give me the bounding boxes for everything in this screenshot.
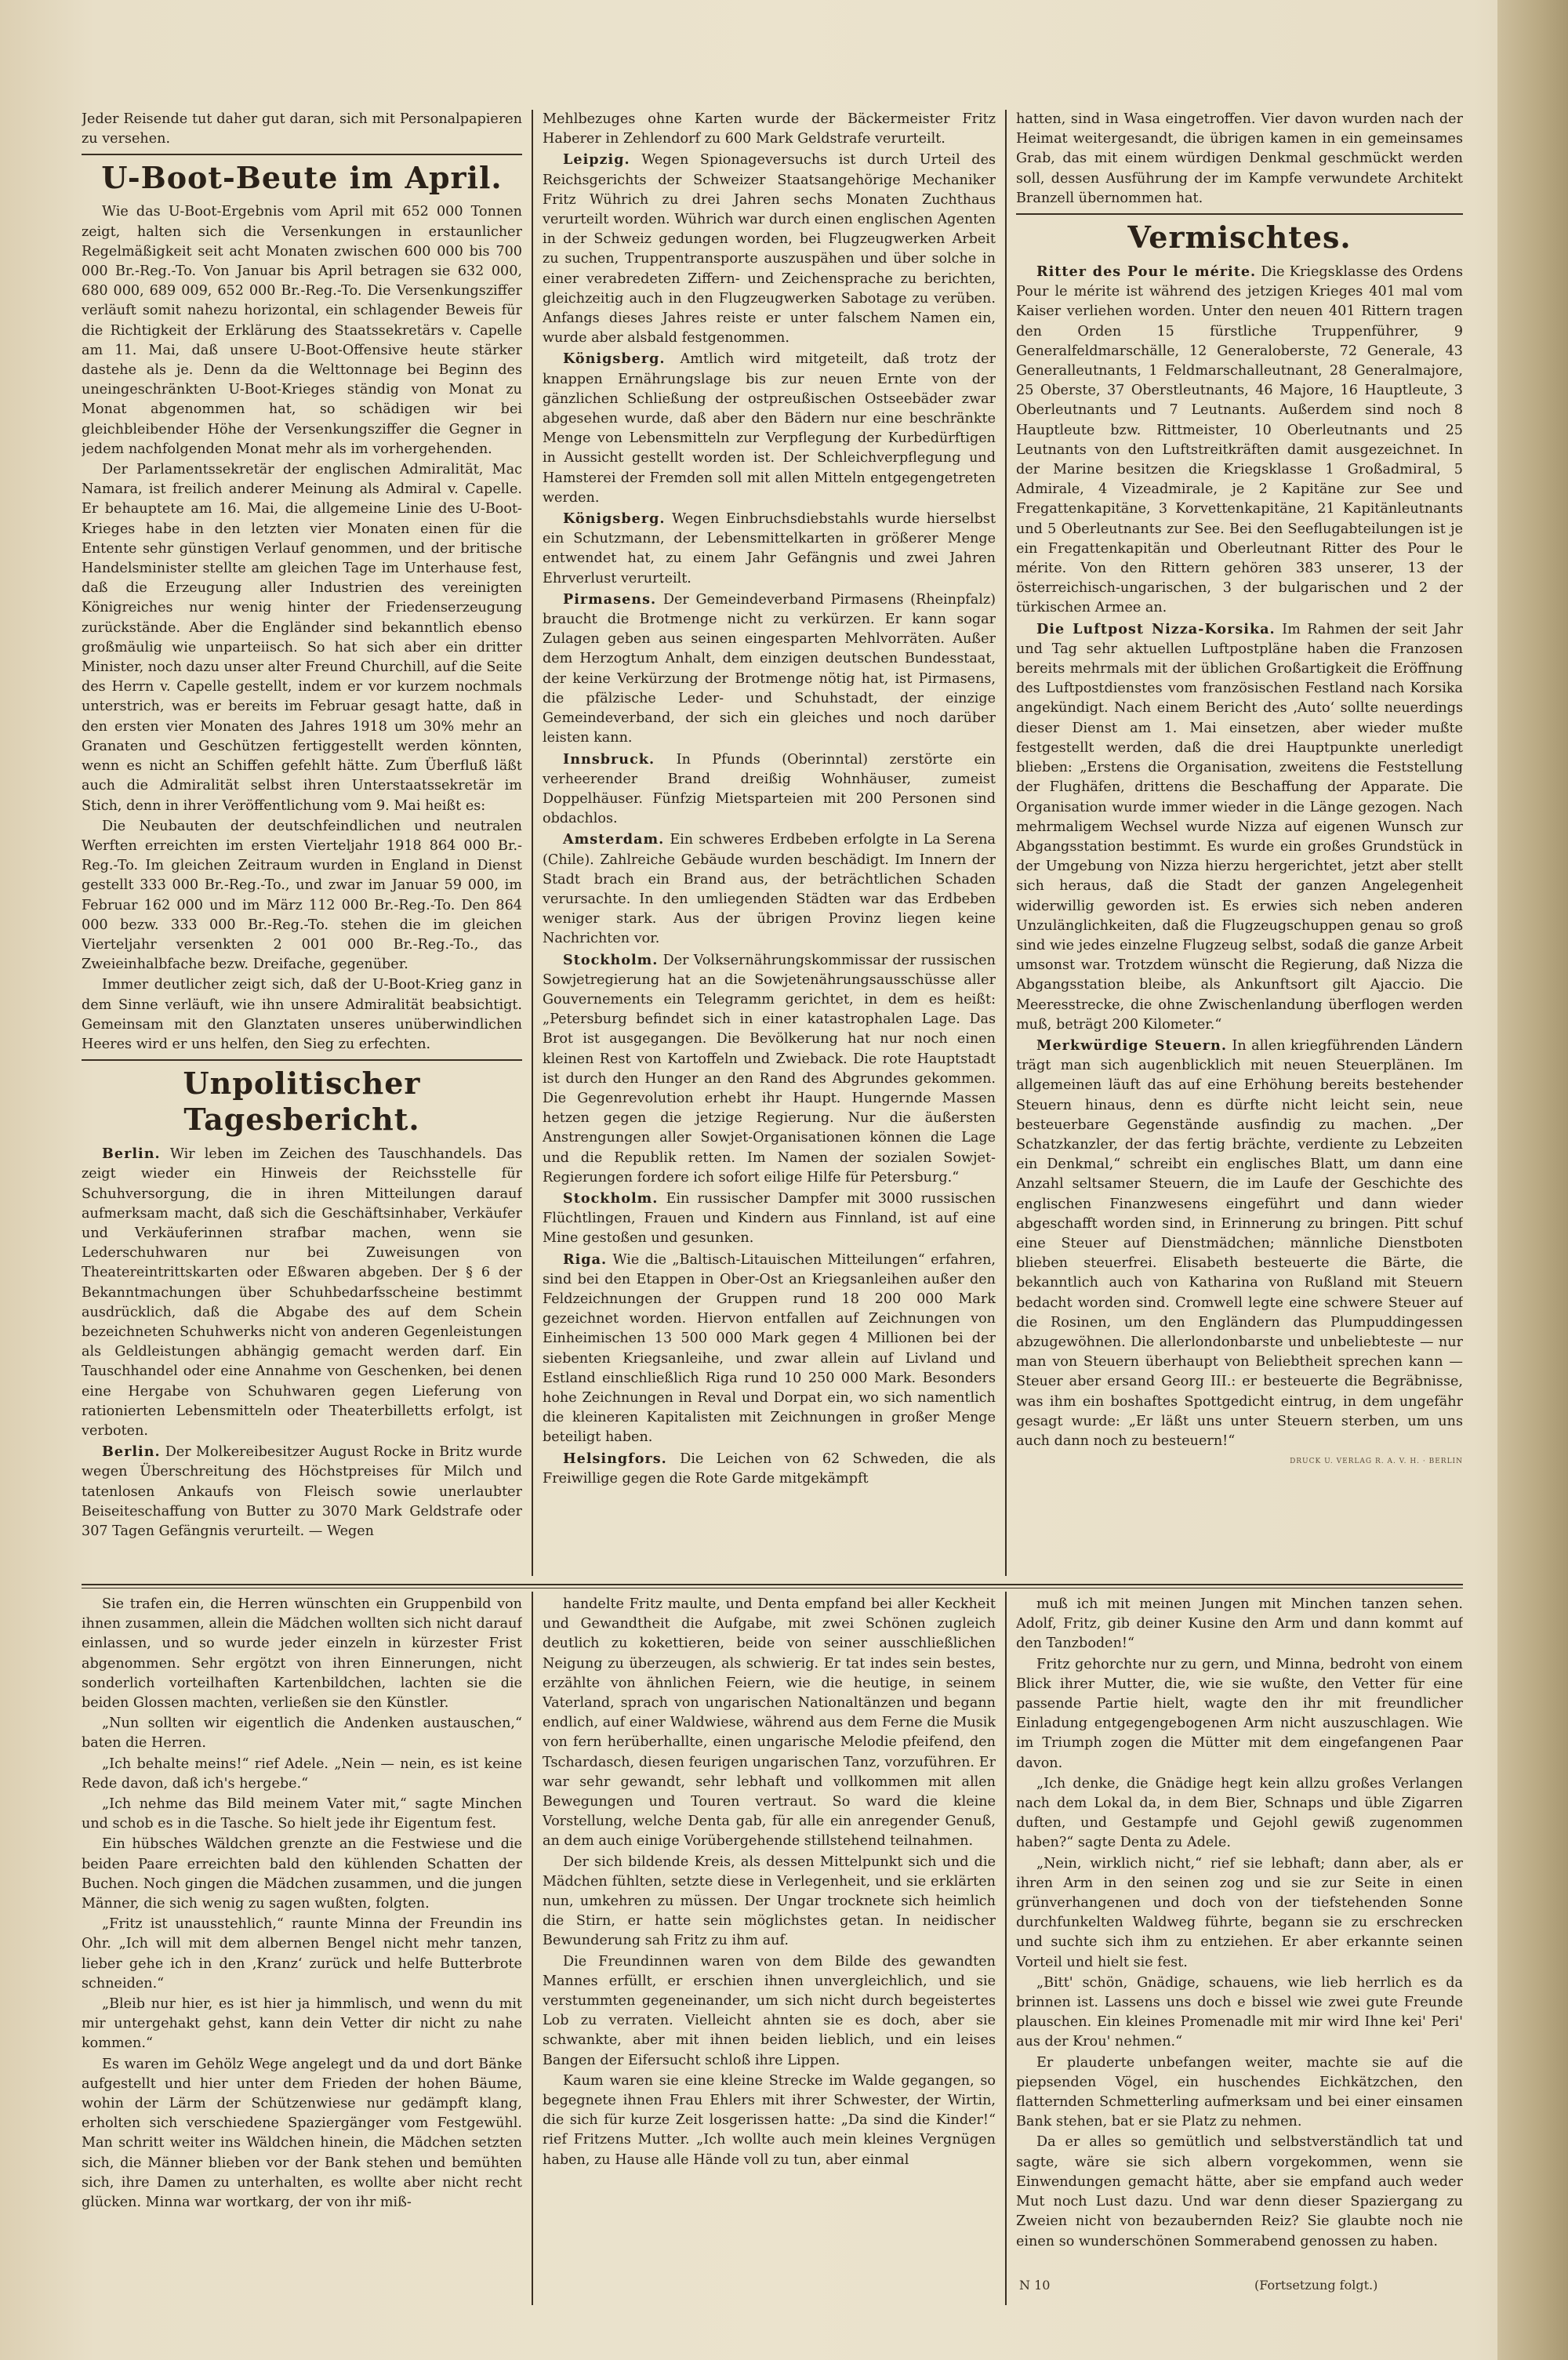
dateline: Königsberg. [563,350,666,368]
news-text: In allen kriegführenden Ländern trägt man sich augenblicklich mit neuen Steuerplänen. Im allgemeinen läuft das auf eine Erhöhung bereits bestehender Steuern hinaus, denn es dürfte nicht leicht sein, neue besteuerbare Gegenstände ausfindig zu machen. „Der Schatzkanzler, der das fertig brächte, verdiente zu Lebzeiten ein Denkmal,“ schreibt ein englisches Blatt, um dann eine Anzahl seltsamer Steuern, die im Laufe der Geschichte des englischen Finanzwesens eingeführt und dann wieder abgeschafft worden sind, in Erinnerung zu bringen. Pitt schuf eine Steuer auf Dienstmädchen; männliche Dienstboten blieben steuerfrei. Elisabeth besteuerte die Bärte, die bekanntlich auch von Katharina von Rußland mit Steuern bedacht worden sind. Cromwell legte eine schwere Steuer auf die Rosinen, um den Engländern das Plumpuddingessen abzugewöhnen. Die allerlondonbarste und unbeliebteste — nur man von Steuern überhaupt von Beliebtheit sprechen kann — Steuer aber ersand Georg III.: er besteuerte die Begräbnisse, was ihm ein boshaftes Spottgedicht eintrug, in dem ungefähr gesagt wurde: „Er läßt uns unter Steuern sterben, um uns auch dann noch zu besteuern!“ [1016,1037,1463,1449]
news-text: Im Rahmen der seit Jahr und Tag sehr aktuellen Luftpostpläne haben die Franzosen bereits mehrmals mit der üblichen Großartigkeit die Eröffnung des Luftpostdienstes vom französischen Festland nach Korsika angekündigt. Nach einem Bericht des ‚Auto‘ sollte neuerdings dieser Dienst am 1. Mai einsetzen, aber wieder mußte festgestellt werden, daß die drei Hauptpunkte unerledigt blieben: „Erstens die Organisation, zweitens die Feststellung der Flughäfen, drittens die Beschaffung der Apparate. Die Organisation wurde immer wieder in die Länge gezogen. Nach mehrmaligem Wechsel wurde Nizza auf eigenen Wunsch zur Abgangsstation bestimmt. Es wurde ein großes Grundstück in der Umgebung von Nizza hierzu hergerichtet, jetzt aber stellt sich heraus, daß die Stadt der ganzen Angelegenheit widerwillig geworden ist. Es erwies sich neben anderen Unzulänglichkeiten, daß die Flugzeugschuppen genau so groß sind wie jedes einzelne Flugzeug selbst, sodaß die ganze Arbeit umsonst war. Trotzdem wünscht die Regierung, daß Nizza die Abgangsstation bleibe, als Ankunftsort gilt Ajaccio. Die Meeresstrecke, die ohne Zwischenlandung überflogen werden muß, beträgt 200 Kilometer.“ [1016,621,1463,1033]
heading-uboot: U-Boot-Beute im April. [101,160,503,196]
dateline: Die Luftpost Nizza-Korsika. [1036,620,1276,637]
page-binding-edge [1497,0,1568,2360]
news-item [82,1442,522,1541]
news-item [543,950,996,1188]
news-item [543,1449,996,1489]
news-text: Mehlbezuges ohne Karten wurde der Bäckermeister Fritz Haberer in Zehlendorf zu 600 Mark Geldstrafe verurteilt. [543,111,996,147]
paragraph: „Bleib nur hier, es ist hier ja himmlisch, und wenn du mit mir untergehakt gehst, kann dein Vetter dir nicht zu nahe kommen.“ [82,1996,522,2052]
column-rule [532,1592,533,2305]
divider [1016,213,1463,215]
feuilleton-column-1 [82,1595,522,2293]
divider [82,154,522,155]
paragraph: Immer deutlicher zeigt sich, daß der U-Boot-Krieg ganz in dem Sinne verläuft, wie ihn unsere Admiralität beabsichtigt. Gemeinsam mit den Glanztaten unseres unüberwindlichen Heeres wird er uns helfen, den Sieg zu erfechten. [82,977,522,1052]
news-item [543,150,996,348]
news-item [543,830,996,949]
paragraph: Kaum waren sie eine kleine Strecke im Walde gegangen, so begegnete ihnen Frau Ehlers mit ihrer Schwester, der Wirtin, die sich für kurze Zeit losgerissen hatte: „Da sind die Kinder!“ rief Fritzens Mutter. „Ich wollte auch mein kleines Vergnügen haben, zu Hause alle Hände voll zu tun, aber einmal [543,2072,996,2168]
footer-continued: (Fortsetzung folgt.) [1254,2278,1378,2293]
news-text: Die Leichen von 62 Schweden, die als Freiwillige gegen die Rote Garde mitgekämpft [543,1450,996,1487]
paragraph: Sie trafen ein, die Herren wünschten ein Gruppenbild von ihnen zusammen, allein die Mädchen wollten sich nicht darauf einlassen, und so wurde jeder einzeln in kürzester Frist abgenommen. Sehr ergötzt von ihren Einnerungen, nicht sonderlich vorteilhaften Kartenbildchen, lachten sie die beiden Glossen machten, verließen sie den Künstler. [82,1596,522,1712]
news-item [543,1189,996,1249]
column-rule [1005,110,1007,1576]
paragraph: Die Neubauten der deutschfeindlichen und neutralen Werften erreichten im ersten Vierteljahr 1918 864 000 Br.-Reg.-To. Im gleichen Zeitraum wurden in England in Dienst gestellt 333 000 Br.-Reg.-To., und zwar im Januar 59 000, im Februar 162 000 und im März 112 000 Br.-Reg.-To. Den 864 000 bezw. 333 000 Br.-Reg.-To. stehen die im gleichen Vierteljahr versenkten 2 001 000 Br.-Reg.-To., das Zweieinhalbfache bezw. Dreifache, gegenüber. [82,818,522,973]
paragraph: „Ich nehme das Bild meinem Vater mit,“ sagte Minchen und schob es in die Tasche. So hielt jede ihr Eigentum fest. [82,1796,522,1832]
news-text: Wegen Spionageversuchs ist durch Urteil des Reichsgerichts der Schweizer Staatsangehörige Mechaniker Fritz Wührich zu drei Jahren sechs Monaten Zuchthaus verurteilt worden. Wührich war durch einen englischen Agenten in der Schweiz gedungen worden, bei Flugzeugwerken Arbeit zu suchen, Truppentransporte auszuspähen und über solche in einer verabredeten Ziffern- und Zeichensprache zu berichten, gleichzeitig auch in den Flugzeugwerken Sabotage zu verüben. Anfangs dieses Jahres reiste er unter falschem Namen ein, wurde aber alsbald festgenommen. [543,152,996,347]
paragraph: „Fritz ist unausstehlich,“ raunte Minna der Freundin ins Ohr. „Ich will mit dem albernen Bengel nicht mehr tanzen, lieber gehe ich in den ‚Kranz‘ zurück und helfe Butterbrote schneiden.“ [82,1916,522,1991]
paragraph: „Ich denke, die Gnädige hegt kein allzu großes Verlangen nach dem Lokal da, in dem Bier, Schnaps und üble Zigarren duften, und Gestampfe und Gejohl gewiß zugenommen haben?“ sagte Denta zu Adele. [1016,1775,1463,1851]
heading-vermischtes: Vermischtes. [1127,220,1352,256]
dateline: Pirmasens. [563,590,657,608]
news-item [1016,262,1463,619]
imprint-line: DRUCK U. VERLAG R. A. V. H. · BERLIN [1290,1458,1463,1466]
news-item [1016,619,1463,1035]
paragraph: Er plauderte unbefangen weiter, machte sie auf die piepsenden Vögel, ein huschendes Eichkätzchen, den flatternden Schmetterling aufmerksam und bei einer einsamen Bank stehen, bat er sie Platz zu nehmen. [1016,2054,1463,2130]
column-3 [1016,110,1463,1576]
paragraph: „Nun sollten wir eigentlich die Andenken austauschen,“ baten die Herren. [82,1716,522,1752]
dateline: Merkwürdige Steuern. [1036,1037,1227,1054]
news-text: Wegen Einbruchsdiebstahls wurde hierselbst ein Schutzmann, der Lebensmittelkarten in größerer Menge entwendet hat, zu einem Jahr Gefängnis und zwei Jahren Ehrverlust verurteilt. [543,511,996,586]
divider [82,1059,522,1061]
dateline: Berlin. [102,1443,161,1461]
news-text: Ein schweres Erdbeben erfolgte in La Serena (Chile). Zahlreiche Gebäude wurden beschädigt. Im Innern der Stadt brach ein Brand aus, der beträchtlichen Schaden verursachte. In den umliegenden Städten war das Erdbeben weniger stark. Aus der übrigen Provinz liegen keine Nachrichten vor. [543,832,996,947]
paragraph: Da er alles so gemütlich und selbstverständlich tat und sagte, wäre sie sich albern vorgekommen, wenn sie Einwendungen gemacht hätte, aber sie empfand auch weder Mut noch Lust dazu. Und war denn dieser Spaziergang zu Zweien nicht von bezaubernden Reiz? Sie glaubte noch nie einen so wunderschönen Sommerabend genossen zu haben. [1016,2134,1463,2249]
news-item [543,1250,996,1448]
news-item [1016,1036,1463,1451]
paragraph: Der Parlamentssekretär der englischen Admiralität, Mac Namara, ist freilich anderer Meinung als Admiral v. Capelle. Er behauptete am 16. Mai, die allgemeine Linie des U-Boot-Krieges habe in den letzten vier Monaten einen für die Entente sehr günstigen Verlauf genommen, und der britische Handelsminister stellte am gleichen Tage im Unterhause fest, daß die Erzeugung aller Industrien des vereinigten Königreiches nur wenig hinter der Friedenserzeugung zurückstände. Aber die Engländer sind bekanntlich ebenso großmäulig wie unparteiisch. So hat sich aber ein dritter Minister, noch dazu unser alter Freund Churchill, auf die Seite des Herrn v. Capelle gestellt, indem er vor kurzem nochmals unterstrich, was er bereits im Februar gesagt hatte, daß in den ersten vier Monaten des Jahres 1918 um 30% mehr an Granaten und Geschützen fertiggestellt werden könnten, wenn es nicht an Schiffen gefehlt hätte. Zum Überfluß läßt auch die Admiralität selbst ihren Unterstaatssekretär im Stich, denn in ihrer Veröffentlichung vom 9. Mai heißt es: [82,462,522,814]
news-item [543,110,996,149]
dateline: Riga. [563,1251,608,1268]
dateline: Innsbruck. [563,750,655,768]
paragraph: „Ich behalte meins!“ rief Adele. „Nein — nein, es ist keine Rede davon, daß ich's hergebe.“ [82,1755,522,1792]
paragraph: „Nein, wirklich nicht,“ rief sie lebhaft; dann aber, als er ihren Arm in den seinen zog und sie zur Seite in einen grünverhangenen und doch von der tiefstehenden Sonne durchfunkelten Waldweg führte, begann sie zu erschrecken und suchte sich ihm zu entziehen. Er aber erkannte seinen Vorteil und hielt sie fest. [1016,1855,1463,1970]
dateline: Helsingfors. [563,1450,667,1467]
news-text: Ein russischer Dampfer mit 3000 russischen Flüchtlingen, Frauen und Kindern aus Finnland, ist auf eine Mine gestoßen und gesunken. [543,1190,996,1247]
paragraph: handelte Fritz maulte, und Denta empfand bei aller Keckheit und Gewandtheit die Aufgabe, mit zwei Schönen zugleich deutlich zu kokettieren, beide von seiner ausschließlichen Neigung zu überzeugen, als schwierig. Er tat indes sein bestes, erzählte von ähnlichen Feiern, wie die heutige, in seinem Vaterland, sprach von ungarischen Nationaltänzen und begann endlich, auf einer Waldwiese, während aus dem Ferne die Musik von fern herüberhallte, einen ungarische Melodie pfeifend, den Tschardasch, diesen feurigen ungarischen Tanz, vorzuführen. Er war sehr gewandt, sehr lebhaft und vollkommen mit allen Bewegungen und Touren vertraut. So ward die kleine Vorstellung, welche Denta gab, für alle ein anregender Genuß, an dem auch einige Vorübergehende stillstehend teilnahmen. [543,1596,996,1850]
news-item [543,750,996,830]
heading-tagesbericht: Unpolitischer Tagesbericht. [183,1066,421,1138]
feuilleton-column-2 [543,1595,996,2293]
paragraph: muß ich mit meinen Jungen mit Minchen tanzen sehen. Adolf, Fritz, gib deiner Kusine den Arm und dann kommt auf den Tanzboden!“ [1016,1596,1463,1652]
news-text: Der Volksernährungskommissar der russischen Sowjetregierung hat an die Sowjetenährungsausschüsse aller Gouvernements ein Telegramm gerichtet, in dem es heißt: „Petersburg befindet sich in einer katastrophalen Lage. Das Brot ist ausgegangen. Die Bevölkerung hat nur noch einen kleinen Rest von Kartoffeln und Zwieback. Die rote Hauptstadt ist durch den Hunger an den Rand des Abgrundes gekommen. Die Gegenrevolution erhebt ihr Haupt. Hungernde Massen hetzen gegen die jetzige Regierung. Nur die äußersten Anstrengungen aller Sowjet-Organisationen können die Lage und die Republik retten. Im Namen der sozialen Sowjet-Regierungen fordere ich sofort eilige Hilfe für Petersburg.“ [543,952,996,1185]
paragraph: Ein hübsches Wäldchen grenzte an die Festwiese und die beiden Paare erreichten bald den kühlenden Schatten der Buchen. Noch gingen die Mädchen zusammen, und die jungen Männer, die sich wenig zu sagen wußten, folgten. [82,1836,522,1912]
intro-text: Jeder Reisende tut daher gut daran, sich mit Personalpapieren zu versehen. [82,111,522,147]
dateline: Stockholm. [563,1189,659,1207]
paragraph: Der sich bildende Kreis, als dessen Mittelpunkt sich und die Mädchen fühlten, setzte diese in Verlegenheit, und sie erklärten nun, umkehren zu müssen. Der Ungar trocknete sich heimlich die Stirn, er hatte sein möglichstes getan. In neidischer Bewunderung sah Fritz zu ihm auf. [543,1854,996,1949]
column-2 [543,110,996,1576]
news-text: Wir leben im Zeichen des Tauschhandels. Das zeigt wieder ein Hinweis der Reichsstelle für Schuhversorgung, die in ihren Mitteilungen darauf aufmerksam macht, daß sich die Geschäftsinhaber, Verkäufer und Verkäuferinnen strafbar machen, wenn sie Lederschuhwaren nur bei Zuweisungen von Theatereintrittskarten oder Eßwaren abgeben. Der § 6 der Bekanntmachungen über Schuhbedarfsscheine bestimmt ausdrücklich, daß die Abgabe des auf dem Schein bezeichneten Schuhwerks nicht von anderen Gegenleistungen als Geldleistungen abhängig gemacht werden darf. Ein Tauschhandel oder eine Annahme von Geschenken, bei denen eine Hergabe von Schuhwaren gegen Lieferung von rationierten Lebensmitteln oder Theaterbilletts erfolgt, ist verboten. [82,1146,522,1439]
paragraph: Die Freundinnen waren von dem Bilde des gewandten Mannes erfüllt, er erschien ihnen unvergleichlich, und sie verstummten gegeneinander, um sich nicht durch begeistertes Lob zu verraten. Vielleicht ahnten sie es doch, aber sie schwankte, aber mit ihnen beiden lieblich, und ein leises Bangen der Eifersucht schloß ihre Lippen. [543,1953,996,2068]
article-vermischtes [1016,262,1463,1451]
news-item [82,1144,522,1441]
dateline: Königsberg. [563,510,666,528]
column-rule [532,110,533,1576]
news-text: In Pfunds (Oberinntal) zerstörte ein verheerender Brand dreißig Wohnhäuser, zumeist Doppelhäuser. Fünfzig Mietsparteien mit 200 Personen sind obdachlos. [543,751,996,827]
news-text: Wie die „Baltisch-Litauischen Mitteilungen“ erfahren, sind bei den Etappen in Ober-Ost an Kriegsanleihen außer den Feldzeichnungen der Gruppen rund 18 200 000 Mark gezeichnet worden. Hiervon entfallen auf Zeichnungen von Einheimischen 13 500 000 Mark gegen 4 Millionen bei der siebenten Kriegsanleihe, und zwar allein auf Livland und Estland einschließlich Riga rund 10 250 000 Mark. Besonders hohe Zeichnungen in Reval und Dorpat ein, wo sich namentlich die kleineren Kapitalisten mit Zeichnungen in großer Menge beteiligt haben. [543,1251,996,1446]
news-text: Der Gemeindeverband Pirmasens (Rheinpfalz) braucht die Brotmenge nicht zu verkürzen. Er kann sogar Zulagen geben aus seinen eingesparten Mehlvorräten. Außer dem Herzogtum Anhalt, dem einzigen deutschen Bundesstaat, der keine Verkürzung der Brotmenge nötig hat, ist Pirmasens, die pfälzische Leder- und Schuhstadt, der einzige Gemeindeverband, der sich ein gleiches und noch darüber leisten kann. [543,591,996,746]
column-rule [1005,1592,1007,2305]
news-item [543,509,996,589]
column-1 [82,110,522,1576]
article-uboot [82,202,522,1055]
paragraph: „Bitt' schön, Gnädige, schauens, wie lieb herrlich es da brinnen ist. Lassens uns doch e bissel wie zwei gute Freunde plauschen. Ein kleines Promenadle mit mir wird Ihne kei' Peri' aus der Krou' nehmen.“ [1016,1974,1463,2050]
dateline: Ritter des Pour le mérite. [1036,263,1257,281]
article-tagesbericht [82,1144,522,1541]
news-item [543,349,996,508]
news-item [543,590,996,749]
footer-number: N 10 [1019,2278,1051,2293]
dateline: Stockholm. [563,951,659,968]
paragraph: Fritz gehorchte nur zu gern, und Minna, bedroht von einem Blick ihrer Mutter, die, wie sie wußte, den Vetter für eine passende Partie hielt, wagte den ihr mit freundlicher Einladung entgegengebogenen Arm nicht auszuschlagen. Wie im Triumph zogen die Mütter mit dem eingefangenen Paar davon. [1016,1656,1463,1771]
intro-text: hatten, sind in Wasa eingetroffen. Vier davon wurden nach der Heimat weitergesandt, die übrigen kamen in ein gemeinsames Grab, das mit einem würdigen Denkmal geschmückt werden soll, dessen Ausführung der im Kampfe verwundete Architekt Branzell übernommen hat. [1016,111,1463,206]
paragraph: Es waren im Gehölz Wege angelegt und da und dort Bänke aufgestellt und hier unter dem Frieden der hohen Bäume, wohin der Lärm der Schützenwiese nur gedämpft klang, erholten sich verschiedene Spaziergänger vom Festgewühl. Man schritt weiter ins Wäldchen hinein, die Mädchen setzten sich, die Männer blieben vor der Bank stehen und bemühten sich, ihre Damen zu unterhalten, es wollte aber nicht recht glücken. Minna war wortkarg, der von ihr miß- [82,2056,522,2211]
feuilleton-rule [82,1584,1463,1585]
news-text: Der Molkereibesitzer August Rocke in Britz wurde wegen Überschreitung des Höchstpreises für Milch und tatenlosen Ankaufs von Fleisch sowie unerlaubter Beiseiteschaffung von Butter zu 3070 Mark Geldstrafe oder 307 Tagen Gefängnis verurteilt. — Wegen [82,1444,522,1539]
news-text: Amtlich wird mitgeteilt, daß trotz der knappen Ernährungslage bis zur neuen Ernte von der gänzlichen Schließung der ostpreußischen Ostseebäder zwar abgesehen wurde, daß aber den Bädern nur eine beschränkte Menge von Lebensmitteln zur Verpflegung der Kurbedürftigen in Aussicht gestellt worden ist. Der Schleichverpflegung und Hamsterei der Fremden soll mit allen Mitteln entgegengetreten werden. [543,351,996,506]
feuilleton-column-3 [1016,1595,1463,2269]
dateline: Leipzig. [563,151,630,169]
dateline: Berlin. [102,1146,161,1163]
dateline: Amsterdam. [563,831,665,848]
news-text: Die Kriegsklasse des Ordens Pour le mérite ist während des jetzigen Krieges 401 mal vom Kaiser verliehen worden. Unter den neuen 401 Rittern tragen den Orden 15 fürstliche Truppenführer, 9 Generalfeldmarschälle, 12 Generaloberste, 72 Generale, 43 Generalleutnants, 1 Feldmarschalleutnant, 28 Generalmajore, 25 Oberste, 37 Oberstleutnants, 46 Majore, 16 Hauptleute, 3 Oberleutnants und 7 Leutnants. Außerdem sind noch 8 Hauptleute bzw. Rittmeister, 10 Oberleutnants und 25 Leutnants von den Luftstreitkräften damit ausgezeichnet. In der Marine besitzen die Kriegsklasse 1 Großadmiral, 5 Admirale, 4 Vizeadmirale, je 2 Kapitäne zur See und Fregattenkapitäne, 3 Korvettenkapitäne, 21 Kapitänleutnants und 5 Oberleutnants zur See. Bei den Seeflugabteilungen ist je ein Fregattenkapitän und Oberleutnant Ritter des Pour le mérite. Von den Rittern gehören 383 unserer, 13 der österreichisch-ungarischen, 3 der bulgarischen und 2 der türkischen Armee an. [1016,264,1463,616]
paragraph: Wie das U-Boot-Ergebnis vom April mit 652 000 Tonnen zeigt, halten sich die Versenkungen in erstaunlicher Regelmäßigkeit seit acht Monaten zwischen 600 000 bis 700 000 Br.-Reg.-To. Von Januar bis April betragen sie 632 000, 680 000, 689 009, 652 000 Br.-Reg.-To. Die Versenkungsziffer verläuft somit nahezu horizontal, ein schlagender Beweis für die Richtigkeit der Erklärung des Staatssekretärs v. Capelle am 11. Mai, daß unsere U-Boot-Offensive heute stärker dastehe als je. Denn da die Welttonnage bei Beginn des uneingeschränkten U-Boot-Krieges ständig von Monat zu Monat abgenommen hat, so schädigen wir bei gleichbleibender Höhe der Versenkungsziffer die Gegner in jedem nachfolgenden Monat mehr als im vorhergehenden. [82,204,522,457]
